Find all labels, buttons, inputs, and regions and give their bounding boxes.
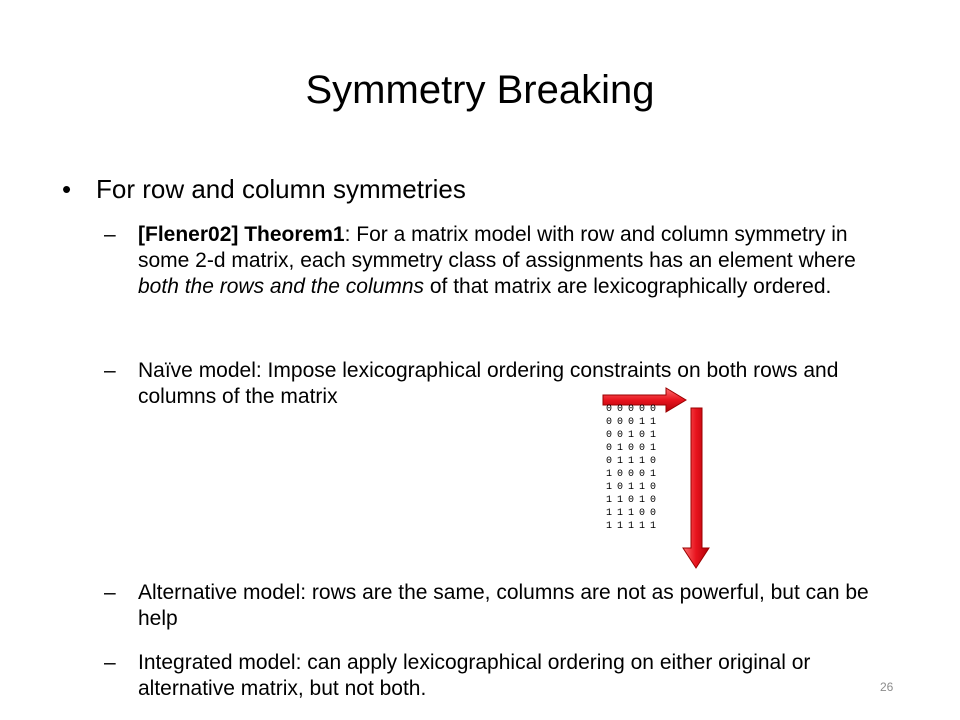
matrix-cell: 1 (606, 495, 613, 506)
matrix-cell: 0 (628, 417, 635, 428)
matrix-cell: 0 (617, 417, 624, 428)
matrix-cell: 0 (639, 430, 646, 441)
matrix-cell: 0 (628, 495, 635, 506)
matrix-cell: 0 (650, 508, 657, 519)
matrix-row (606, 442, 661, 455)
matrix-cell: 0 (639, 469, 646, 480)
matrix-cell: 0 (617, 482, 624, 493)
alternative-model-text: Alternative model: rows are the same, columns are not as powerful, but can be help (138, 581, 869, 630)
matrix-cell: 0 (617, 469, 624, 480)
matrix-cell: 1 (617, 456, 624, 467)
matrix-cell: 1 (628, 521, 635, 532)
matrix-cell: 1 (606, 482, 613, 493)
matrix-row (606, 494, 661, 507)
theorem-text-part1: : For a matrix model with row and column symmetry in some 2-d matrix, each symmetry class of assignments has an element where (138, 223, 856, 272)
column-order-arrow (683, 408, 709, 568)
matrix-cell: 1 (650, 443, 657, 454)
matrix-cell: 0 (639, 404, 646, 415)
matrix-cell: 0 (617, 430, 624, 441)
integrated-model-text: Integrated model: can apply lexicographical ordering on either original or alternative matrix, but not both. (138, 651, 811, 700)
matrix-row (606, 429, 661, 442)
matrix-cell: 1 (606, 521, 613, 532)
matrix-cell: 1 (606, 469, 613, 480)
matrix-cell: 1 (639, 495, 646, 506)
matrix-row (606, 507, 661, 520)
bullet-marker: • (62, 174, 72, 204)
matrix-cell: 1 (617, 443, 624, 454)
matrix-cell: 1 (639, 521, 646, 532)
dash-marker: – (104, 581, 116, 604)
dash-marker: – (104, 223, 116, 246)
matrix-cell: 0 (650, 404, 657, 415)
matrix-row (606, 520, 661, 533)
matrix-cell: 1 (628, 508, 635, 519)
theorem-reference: [Flener02] Theorem1 (138, 223, 345, 246)
matrix-cell: 1 (628, 430, 635, 441)
matrix-cell: 1 (617, 508, 624, 519)
matrix-row (606, 416, 661, 429)
matrix-cell: 0 (606, 417, 613, 428)
matrix-cell: 1 (639, 417, 646, 428)
page-number: 26 (880, 680, 894, 694)
matrix-cell: 0 (628, 443, 635, 454)
matrix-cell: 0 (628, 404, 635, 415)
matrix-cell: 0 (639, 508, 646, 519)
theorem-emphasis: both the rows and the columns (138, 275, 425, 298)
matrix-cell: 1 (650, 469, 657, 480)
slide-title: Symmetry Breaking (305, 68, 655, 112)
matrix-cell: 1 (639, 482, 646, 493)
matrix-cell: 0 (617, 404, 624, 415)
matrix-cell: 0 (650, 456, 657, 467)
matrix-cell: 1 (628, 456, 635, 467)
matrix-row (606, 455, 661, 468)
bullet-text: For row and column symmetries (96, 174, 466, 204)
matrix-row (606, 481, 661, 494)
dash-marker: – (104, 651, 116, 674)
binary-matrix (606, 403, 661, 533)
matrix-cell: 0 (639, 443, 646, 454)
matrix-cell: 0 (650, 495, 657, 506)
matrix-cell: 0 (606, 443, 613, 454)
theorem-text-part2: of that matrix are lexicographically ordered. (424, 275, 832, 298)
matrix-cell: 1 (650, 521, 657, 532)
naive-model-text: Naïve model: Impose lexicographical ordering constraints on both rows and columns of the matrix (138, 359, 839, 408)
matrix-cell: 1 (606, 508, 613, 519)
matrix-cell: 1 (650, 417, 657, 428)
dash-marker: – (104, 359, 116, 382)
matrix-cell: 0 (606, 430, 613, 441)
matrix-cell: 0 (606, 456, 613, 467)
matrix-cell: 1 (650, 430, 657, 441)
matrix-cell: 1 (639, 456, 646, 467)
matrix-cell: 1 (628, 482, 635, 493)
matrix-cell: 0 (650, 482, 657, 493)
matrix-cell: 0 (628, 469, 635, 480)
matrix-row (606, 403, 661, 416)
matrix-cell: 1 (617, 495, 624, 506)
matrix-cell: 1 (617, 521, 624, 532)
matrix-row (606, 468, 661, 481)
matrix-cell: 0 (606, 404, 613, 415)
